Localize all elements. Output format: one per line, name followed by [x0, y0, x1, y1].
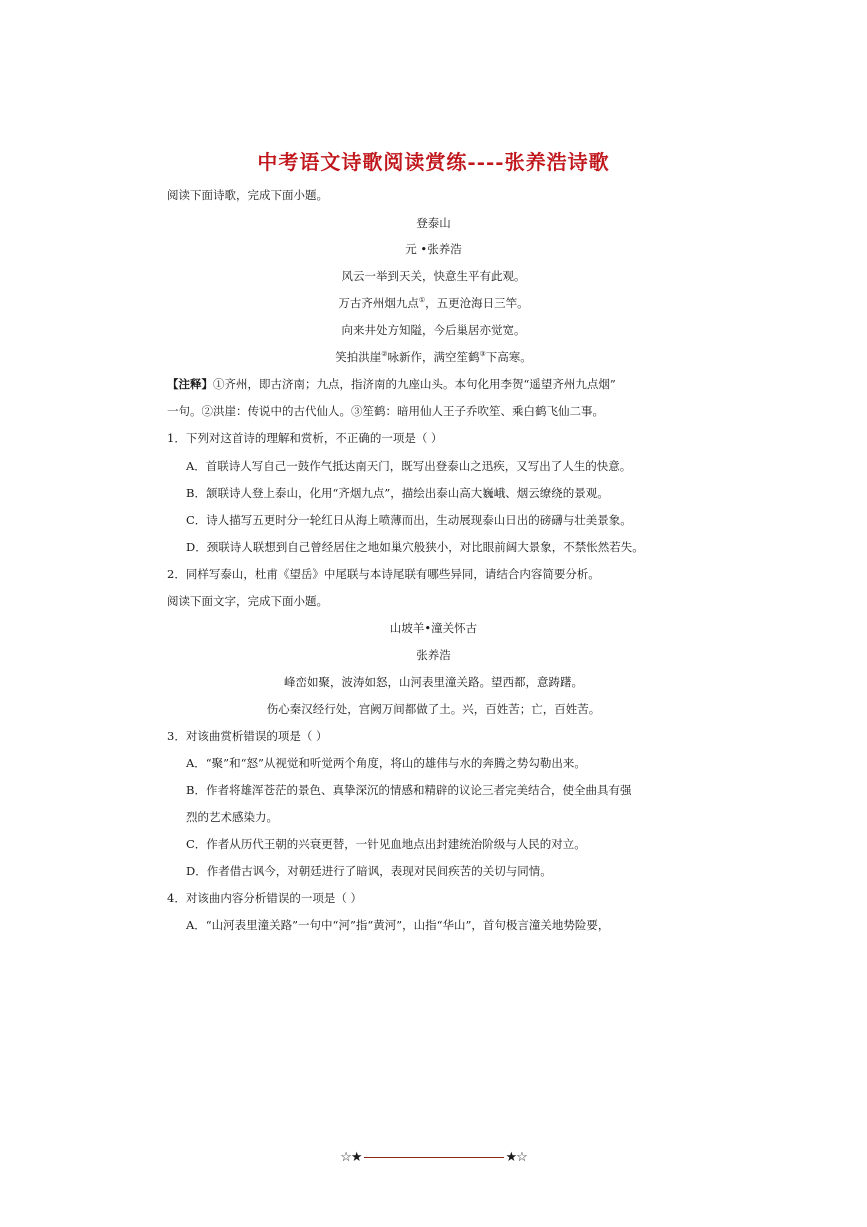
poem2-title: 山坡羊•潼关怀古 [389, 621, 478, 635]
question-3-stem: 3．对该曲赏析错误的项是（ ） [167, 729, 328, 743]
footer-divider [364, 1157, 504, 1158]
poem1-line: 风云一举到天关，快意生平有此观。 [341, 269, 526, 283]
section1-intro: 阅读下面诗歌，完成下面小题。 [167, 188, 328, 202]
poem2-line: 伤心秦汉经行处，宫阙万间都做了土。兴，百姓苦；亡，百姓苦。 [266, 702, 601, 716]
q3-option-d: D．作者借古讽今，对朝廷进行了暗讽，表现对民间疾苦的关切与同情。 [186, 864, 552, 878]
poem2-line: 峰峦如聚，波涛如怒，山河表里潼关路。望西都，意踌躇。 [284, 675, 583, 689]
poem1-author: 元 •张养浩 [405, 242, 462, 256]
q3-option-b: B．作者将雄浑苍茫的景色、真挚深沉的情感和精辟的议论三者完美结合，使全曲具有强 [186, 783, 632, 797]
q3-option-c: C．作者从历代王朝的兴衰更替，一针见血地点出封建统治阶级与人民的对立。 [186, 837, 586, 851]
q1-option-b: B．颔联诗人登上泰山，化用“齐烟九点”，描绘出泰山高大巍峨、烟云缭绕的景观。 [186, 486, 609, 500]
poem1-line: 笑拍洪崖②咏新作，满空笙鹤③下高寒。 [335, 350, 532, 364]
question-4-stem: 4．对该曲内容分析错误的一项是（ ） [167, 891, 362, 905]
star-icon: ★☆ [505, 1150, 527, 1165]
question-2-stem: 2．同样写泰山，杜甫《望岳》中尾联与本诗尾联有哪些异同，请结合内容简要分析。 [167, 567, 600, 581]
q1-option-c: C．诗人描写五更时分一轮红日从海上喷薄而出，生动展现泰山日出的磅礴与壮美景象。 [186, 513, 632, 527]
poem1-notes-cont: 一句。②洪崖：传说中的古代仙人。③笙鹤：暗用仙人王子乔吹笙、乘白鹤飞仙二事。 [167, 404, 604, 418]
q4-option-a: A．“山河表里潼关路”一句中“河”指“黄河”，山指“华山”，首句极言潼关地势险要， [186, 918, 610, 932]
q1-option-d: D．颈联诗人联想到自己曾经居住之地如巢穴般狭小，对比眼前阔大景象，不禁怅然若失。 [186, 540, 644, 554]
q1-option-a: A．首联诗人写自己一鼓作气抵达南天门，既写出登泰山之迅疾，又写出了人生的快意。 [186, 459, 632, 473]
q3-option-b-cont: 烈的艺术感染力。 [186, 810, 278, 824]
poem1-title: 登泰山 [416, 216, 451, 230]
section2-intro: 阅读下面文字，完成下面小题。 [167, 594, 328, 608]
poem2-author: 张养浩 [416, 648, 451, 662]
question-1-stem: 1．下列对这首诗的理解和赏析，不正确的一项是（ ） [167, 431, 443, 445]
poem1-line: 万古齐州烟九点①，五更沧海日三竿。 [338, 296, 529, 310]
poem1-notes: 【注释】①齐州，即古济南；九点，指济南的九座山头。本句化用李贺“遥望齐州九点烟” [167, 377, 616, 391]
star-icon: ☆★ [340, 1150, 362, 1165]
document-title: 中考语文诗歌阅读赏练----张养浩诗歌 [257, 150, 610, 174]
page-footer [0, 1150, 867, 1165]
q3-option-a: A．“聚”和“怒”从视觉和听觉两个角度，将山的雄伟与水的奔腾之势勾勒出来。 [186, 756, 586, 770]
poem1-line: 向来井处方知隘，今后巢居亦觉宽。 [341, 323, 526, 337]
